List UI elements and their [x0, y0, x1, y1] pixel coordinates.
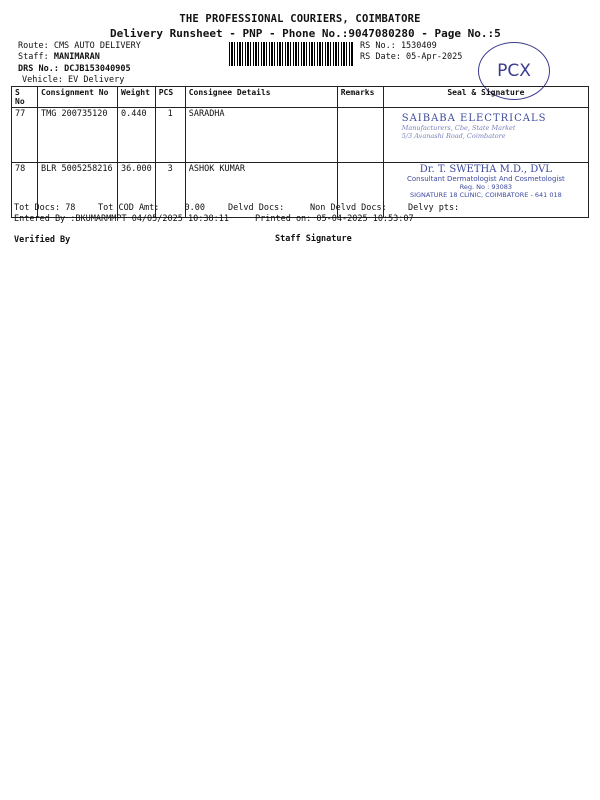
- drs-label: DRS No.:: [18, 64, 59, 74]
- seal-line: 5/3 Avanashi Road, Coimbatore: [401, 132, 506, 140]
- col-seal: Seal & Signature: [383, 87, 588, 108]
- seal-line: Manufacturers, Cbe, State Market: [401, 124, 516, 132]
- rs-number: RS No.: 1530409: [360, 41, 437, 51]
- seal-line: Consultant Dermatologist And Cosmetologist: [406, 175, 565, 183]
- entered-by: Entered By :BKUMARMMPT 04/05/2025 10:38:11: [14, 214, 229, 224]
- pcx-stamp: PCX: [478, 42, 550, 100]
- cell-consignee: ASHOK KUMAR: [185, 163, 337, 218]
- staff-value: MANIMARAN: [53, 52, 100, 62]
- col-consignee: Consignee Details: [185, 87, 337, 108]
- runsheet-title: Delivery Runsheet - PNP - Phone No.:9047080280 - Page No.:5: [110, 27, 501, 40]
- staff-line: [18, 52, 100, 63]
- barcode-image: [229, 42, 354, 66]
- cell-weight: 36.000: [118, 163, 156, 218]
- seal-name: SAIBABA ELECTRICALS: [401, 113, 547, 124]
- col-consignment: Consignment No: [38, 87, 118, 108]
- cell-consignee: SARADHA: [185, 108, 337, 163]
- delvy-pts: Delvy pts:: [408, 203, 460, 213]
- staff-signature: Staff Signature: [275, 234, 352, 244]
- staff-label: Staff:: [18, 52, 49, 62]
- drs-line: [18, 64, 131, 75]
- cell-remarks: [337, 108, 383, 163]
- col-sno: S No: [12, 87, 38, 108]
- cell-pcs: 1: [155, 108, 185, 163]
- seal-name: Dr. T. SWETHA M.D., DVL: [419, 164, 552, 175]
- cell-consignment: BLR 5005258216: [38, 163, 118, 218]
- company-name: THE PROFESSIONAL COURIERS, COIMBATORE: [179, 13, 421, 25]
- route-line: Route: CMS AUTO DELIVERY: [18, 41, 141, 51]
- cell-sno: 78: [12, 163, 38, 218]
- non-delvd-docs: Non Delvd Docs:: [310, 203, 387, 213]
- tot-docs: [14, 203, 75, 213]
- tot-cod-value: 0.00: [184, 203, 206, 213]
- delivery-table: [11, 86, 589, 218]
- seal-line: Reg. No : 93083: [459, 183, 513, 191]
- col-remarks: Remarks: [337, 87, 383, 108]
- table-row: [12, 108, 589, 163]
- tot-cod-label: Tot COD Amt:: [98, 203, 160, 213]
- table-header-row: [12, 87, 589, 108]
- seal-stamp-saibaba: [383, 108, 588, 163]
- cell-sno: 77: [12, 108, 38, 163]
- tot-docs-label: Tot Docs:: [14, 203, 61, 213]
- printed-on: Printed on: 05-04-2025 10:53:07: [255, 214, 414, 224]
- cell-consignment: TMG 200735120: [38, 108, 118, 163]
- col-weight: Weight: [118, 87, 156, 108]
- verified-by: Verified By: [14, 235, 71, 245]
- seal-line: SIGNATURE 18 CLINIC, COIMBATORE - 641 018: [409, 191, 562, 199]
- tot-docs-value: 78: [65, 203, 76, 213]
- rs-date: RS Date: 05-Apr-2025: [360, 52, 463, 62]
- delvd-docs: Delvd Docs:: [228, 203, 285, 213]
- tot-cod: [98, 203, 205, 213]
- col-pcs: PCS: [155, 87, 185, 108]
- cell-pcs: 3: [155, 163, 185, 218]
- cell-weight: 0.440: [118, 108, 156, 163]
- vehicle-line: Vehicle: EV Delivery: [22, 75, 125, 85]
- drs-value: DCJB153040905: [64, 64, 131, 74]
